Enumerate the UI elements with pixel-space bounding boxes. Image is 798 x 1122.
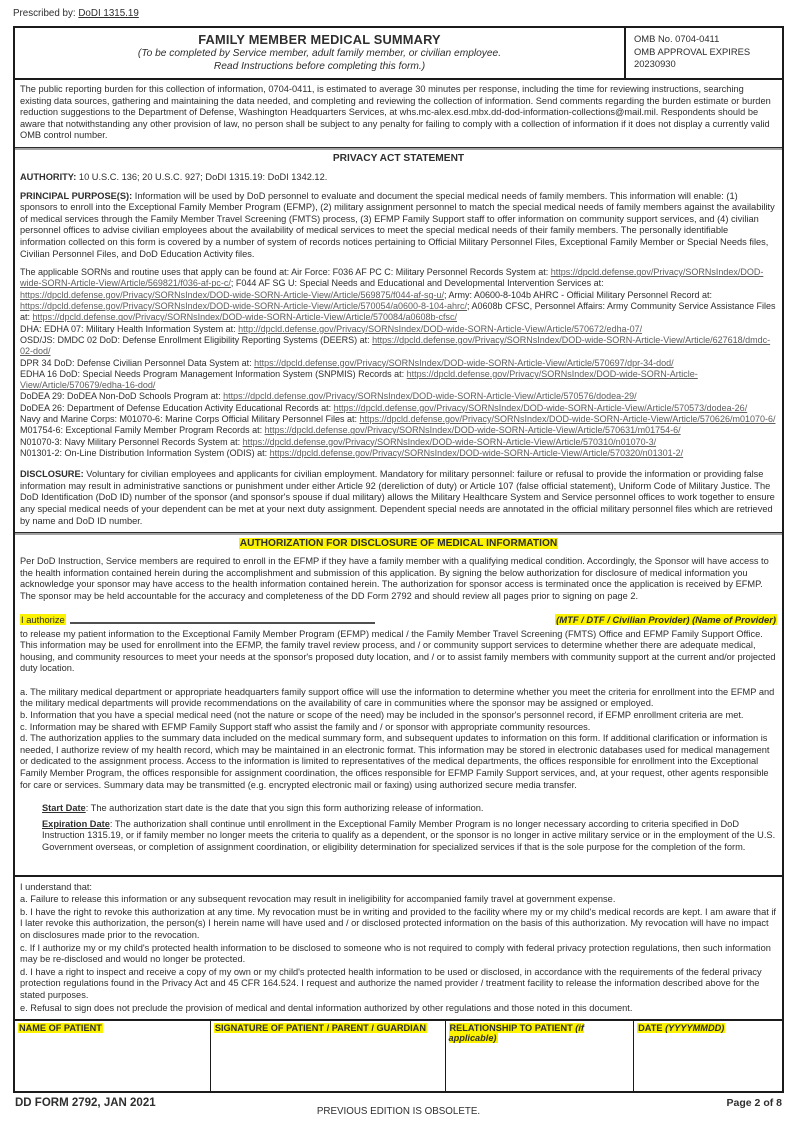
date-label (637, 1023, 725, 1033)
name-of-patient-label: NAME OF PATIENT (19, 1023, 102, 1034)
authorize-row (15, 606, 782, 627)
release-paragraph: to release my patient information to the Exceptional Family Member Program (EFMP) medical / the Family Member Travel Screening (FMTS) Office and EFMP Family Support Office. This information may be used for enrollment into the EFMP, the family travel review process, and / or community support services to determine whether there are adequate medical, housing, and community resources to meet your needs at the sponsor's proposed duty location, and / or to assist family members with community support at the current and/or projected duty location. (20, 628, 776, 674)
name-of-patient-field[interactable] (15, 1021, 210, 1091)
authorization-item-a: a. The military medical department or appropriate headquarters family support office will use the information to determine whether you meet the criteria for enrollment into the EFMP and the military medical departments will provide recommendations on the availability of care in communities where the sponsor may be assigned or employed. (20, 686, 775, 709)
prescribed-by-label: Prescribed by: (13, 8, 79, 19)
omb-box (624, 28, 782, 78)
authorization-item-b: b. Information that you have a special medical need (not the nature or scope of the need) may be included in the sponsor's personnel record, if EFMP enrollment criteria are met. (20, 710, 744, 721)
form-box (13, 26, 784, 1093)
sorn-list: The applicable SORNs and routine uses that apply can be found at: Air Force: F036 AF PC C: Military Personnel Records System at: https://dpcld.defense.gov/Privacy/SORNsIndex/DOD-wide-SORN-Article-View/Article/569821/f036-af-pc-c/; F044 AF SG U: Special Needs and Educational and Developmental Intervention Services at: https://dpcld.defense.gov/Privacy/SORNsIndex/DOD-wide-SORN-Article-View/Article/569875/f044-af-sg-u/; Army: A0600-8-104b AHRC - Official Military Personnel Record at: https://dpcld.defense.gov/Privacy/SORNsIndex/DOD-wide-SORN-Article-View/Article/570054/a0600-8-104-ahrc/; A0608b CFSC, Personnel Affairs: Army Community Service Assistance Files at: https://dpcld.defense.gov/Privacy/SORNsIndex/DOD-wide-SORN-Article-View/Article/570084/a0608b-cfsc/ DHA: EDHA 07: Military Health Information System at: http://dpcld.defense.gov/Privacy/SORNsIndex/DOD-wide-SORN-Article-View/Article/570672/edha-07/ OSD/JS: DMDC 02 DoD: Defense Enrollment Eligibility Reporting Systems (DEERS) at: https://dpcld.defense.gov/Privacy/SORNsIndex/DOD-wide-SORN-Article-View/Article/627618/dmdc-02-dod/ DPR 34 DoD: Defense Civilian Personnel Data System at: https://dpcld.defense.gov/Privacy/SORNsIndex/DOD-wide-SORN-Article-View/Article/570697/dpr-34-dod/ EDHA 16 DoD: Special Needs Program Management Information System (SNPMIS) Records at: https://dpcld.defense.gov/Privacy/SORNsIndex/DOD-wide-SORN-Article-View/Article/570679/edha-16-dod/ DoDEA 29: DoDEA Non-DoD Schools Program at: https://dpcld.defense.gov/Privacy/SORNsIndex/DOD-wide-SORN-Article-View/Article/570576/dodea-29/ DoDEA 26: Department of Defense Education Activity Educational Records at: https://dpcld.defense.gov/Privacy/SORNsIndex/DOD-wide-SORN-Article-View/Article/570573/dodea-26/ Navy and Marine Corps: M01070-6: Marine Corps Official Military Personnel Files at: https://dpcld.defense.gov/Privacy/SORNsIndex/DOD-wide-SORN-Article-View/Article/570626/m01070-6/ M01754-6: Exceptional Family Member Program Records at: https://dpcld.defense.gov/Privacy/SORNsIndex/DOD-wide-SORN-Article-View/Article/570631/m01754-6/ N01070-3: Navy Military Personnel Records System at: https://dpcld.defense.gov/Privacy/SORNsIndex/DOD-wide-SORN-Article-View/Article/570310/n01070-3/ N01301-2: On-Line Distribution Information System (ODIS) at: https://dpcld.defense.gov/Privacy/SORNsIndex/DOD-wide-SORN-Article-View/Article/570320/n01301-2/ (20, 267, 776, 458)
understand-item-d: d. I have a right to inspect and receive a copy of my own or my child's protected health information to be used or disclosed, in accordance with the requirements of the federal privacy protection regulations found in the Privacy Act and 45 CFR 164.524. I request and authorize the named provider / treatment facility to release the information described above for the stated purposes. (20, 966, 762, 1000)
form-number: DD FORM 2792, JAN 2021 (15, 1097, 156, 1110)
sorn-link[interactable]: http://dpcld.defense.gov/Privacy/SORNsIndex/DOD-wide-SORN-Article-View/Article/570672/edha-07/ (238, 323, 643, 334)
relationship-to-patient-field[interactable] (445, 1021, 634, 1091)
disclosure-text: Voluntary for civilian employees and applicants for civilian employment. Mandatory for military personnel: failure or refusal to provide the information or providing false information may result in administrative sanctions or punishment under either Article 92 (dereliction of duty) or Article 107 (false official statement), Uniform Code of Military Justice. The DoD Identification (DoD ID) number of the sponsor (and sponsor's spouse if dual military) allows the Military Healthcare System and Service personnel offices to work together to ensure any special medical needs of your dependent can be met at your next duty assignment. Dependent special needs are annotated in the official military personnel files which are retrieved by name and DoD ID number. (20, 469, 775, 526)
authorization-heading-text: AUTHORIZATION FOR DISCLOSURE OF MEDICAL INFORMATION (239, 538, 558, 550)
understand-item-b: b. I have the right to revoke this authorization at any time. My revocation must be in writing and provided to the facility where my or my child's medical records are kept. I am aware that if I later revoke this authorization, the person(s) I herein name will have used and / or disclosed protected information on the basis of this authorization. My revocation will have no impact on disclosures made prior to the revocation. (20, 906, 776, 940)
expiration-date-paragraph (42, 819, 776, 854)
form-subtitle-2: Read Instructions before completing this form.) (213, 61, 426, 72)
date-field[interactable] (633, 1021, 782, 1091)
authority-label: AUTHORITY: (20, 171, 77, 182)
previous-edition-note: PREVIOUS EDITION IS OBSOLETE. (316, 1106, 481, 1118)
expiration-date-text: : The authorization shall continue until enrollment in the Exceptional Family Member Program is no longer necessary according to criteria specified in DoD Instruction 1315.19, or if family member no longer meets the criteria to qualify as a dependent, or the sponsor is no longer in active military service or in the employment of the U.S. Government overseas, or completion of assignment coordination, or eligibility determination for specialized services if that is the sole purpose for the completion of the form. (42, 818, 776, 853)
understand-item-a: a. Failure to release this information or any subsequent revocation may result in ineligibility for accompanied family travel at government expense. (20, 894, 616, 905)
sorn-link[interactable]: https://dpcld.defense.gov/Privacy/SORNsIndex/DOD-wide-SORN-Article-View/Article/570573/dodea-26/ (333, 402, 748, 413)
provider-name-field[interactable] (70, 611, 375, 624)
signature-table (15, 1019, 782, 1091)
form-header (15, 28, 782, 80)
form-title: FAMILY MEMBER MEDICAL SUMMARY (198, 32, 441, 47)
sorn-link[interactable]: https://dpcld.defense.gov/Privacy/SORNsIndex/DOD-wide-SORN-Article-View/Article/570697/dpr-34-dod/ (254, 357, 674, 368)
sorn-link[interactable]: https://dpcld.defense.gov/Privacy/SORNsIndex/DOD-wide-SORN-Article-View/Article/570679/edha-16-dod/ (20, 368, 698, 391)
authorization-item-d: d. The authorization applies to the summary data included on the medical summary form, and subsequent updates to information on this form. If additional clarification or information is needed, I authorize review of my health record, which may be maintained in an electronic format. This information may be stored in electronic databases used for medical management or dedicated to the assignment process. Access to the information is limited to representatives of the medical departments, the offices responsible for enrollment into the Exceptional Family Member Program, the offices responsible for assignment coordination, the offices responsible for EFMP Family Support services, and, at your request, other agents responsible for care or services. Summary data may be transmitted (e.g. encrypted electronic mail or faxing) using authorized secure media transfer. (20, 733, 770, 790)
sorn-link[interactable]: https://dpcld.defense.gov/Privacy/SORNsIndex/DOD-wide-SORN-Article-View/Article/569875/f044-af-sg-u/ (20, 289, 445, 300)
authority-text: 10 U.S.C. 136; 20 U.S.C. 927; DoDI 1315.19: DoDI 1342.12. (76, 171, 328, 182)
start-date-paragraph (42, 803, 776, 815)
omb-number: OMB No. 0704-0411 (634, 33, 720, 44)
sorn-link[interactable]: https://dpcld.defense.gov/Privacy/SORNsIndex/DOD-wide-SORN-Article-View/Article/570626/m01070-6/ (359, 413, 776, 424)
sorn-link[interactable]: https://dpcld.defense.gov/Privacy/SORNsIndex/DOD-wide-SORN-Article-View/Article/570084/a0608b-cfsc/ (32, 312, 458, 323)
i-authorize-label: I authorize (21, 613, 65, 625)
omb-approval-label: OMB APPROVAL EXPIRES (634, 45, 751, 57)
understand-section (15, 875, 782, 1020)
sorn-link[interactable]: https://dpcld.defense.gov/Privacy/SORNsIndex/DOD-wide-SORN-Article-View/Article/627618/dmdc-02-dod/ (20, 334, 771, 357)
start-date-text: : The authorization start date is the date that you sign this form authorizing release of information. (85, 803, 484, 814)
omb-expiry-date: 20230930 (634, 58, 676, 69)
authorization-item-c: c. Information may be shared with EFMP Family Support staff who assist the family and / or sponsor with appropriate community resources. (20, 721, 591, 732)
prescribed-by (13, 8, 784, 19)
patient-signature-label: SIGNATURE OF PATIENT / PARENT / GUARDIAN (214, 1023, 426, 1034)
principal-purpose-label: PRINCIPAL PURPOSE(S): (20, 190, 133, 201)
understand-item-e: e. Refusal to sign does not preclude the provision of medical and dental information authorized by other regulations and those noted in this document. (20, 1002, 633, 1013)
date-label-text: DATE (638, 1023, 666, 1034)
sorn-link[interactable]: https://dpcld.defense.gov/Privacy/SORNsIndex/DOD-wide-SORN-Article-View/Article/570310/n01070-3/ (242, 436, 657, 447)
start-date-label: Start Date (42, 803, 86, 814)
sorn-link[interactable]: https://dpcld.defense.gov/Privacy/SORNsIndex/DOD-wide-SORN-Article-View/Article/570631/m01754-6/ (264, 425, 681, 436)
disclosure-paragraph (20, 469, 776, 527)
relationship-label-text: RELATIONSHIP TO PATIENT (449, 1023, 576, 1034)
form-title-block (15, 28, 624, 78)
expiration-date-label: Expiration Date (42, 818, 110, 829)
burden-statement: The public reporting burden for this collection of information, 0704-0411, is estimated to average 30 minutes per response, including the time for reviewing instructions, searching existing data sources, gathering and maintaining the data needed, and completing and reviewing the collection of information. Send comments regarding the burden estimate or burden reduction suggestions to the Department of Defense, Washington Headquarters Services, at whs.mc-alex.esd.mbx.dd-dod-information-collections@mail.mil. Respondents should be aware that notwithstanding any other provision of law, no person shall be subject to any penalty for failing to comply with a collection of information if it does not display a currently valid OMB control number. (20, 84, 771, 141)
understand-intro: I understand that: (20, 881, 92, 892)
dodi-1315-link[interactable]: DoDI 1315.19 (78, 8, 139, 19)
understand-item-c: c. If I authorize my or my child's protected health information to be disclosed to someone who is not required to comply with federal privacy protection regulations, then such information may be re-disclosed and would no longer be protected. (20, 942, 771, 965)
authority-paragraph (20, 172, 776, 184)
principal-purpose-text: Information will be used by DoD personnel to evaluate and document the special medical needs of family members. This information will enable: (1) sponsors to enroll into the Exceptional Family Member Program (EFMP), (2) military assignment personnel to match the special medical needs of family members against the availability of medical services through the Family Member Travel Screening (FMTS) process, (3) EFMP Family Support staff to offer information on community support services, and (4) civilian personnel offices to advise civilian employees about the availability of medical services to meet the special medical needs of their family members. The personally identifiable information collected on this form is covered by a number of system of records notices pertaining to Official Military Personnel Files, Exceptional Family Member or Special Needs files, Civilian Personnel Files, and DoD Education Activity files. (20, 190, 775, 259)
page-footer (13, 1096, 784, 1122)
relationship-to-patient-label (449, 1023, 584, 1043)
principal-purpose-paragraph (20, 191, 776, 261)
patient-signature-field[interactable] (210, 1021, 445, 1091)
disclosure-label: DISCLOSURE: (20, 469, 84, 480)
authorization-heading (15, 535, 782, 551)
authorization-intro: Per DoD Instruction, Service members are required to enroll in the EFMP if they have a family member with a qualifying medical condition. Accordingly, the Sponsor will have access to the health information contained herein during the accomplishment and submission of this application. By signing the below authorization for disclosure of medical information you acknowledge your sponsor may have access to the health information contained herein. The authorization for sponsor access is terminated once the application is received by EFMP. The sponsor may be held accountable for the accuracy and completeness of the DD Form 2792 and should review all pages prior to signing on page 2. (20, 556, 769, 601)
sorn-link[interactable]: https://dpcld.defense.gov/Privacy/SORNsIndex/DOD-wide-SORN-Article-View/Article/570320/n01301-2/ (269, 447, 684, 458)
sorn-link[interactable]: https://dpcld.defense.gov/Privacy/SORNsIndex/DOD-wide-SORN-Article-View/Article/570054/a0600-8-104-ahrc/ (20, 301, 468, 312)
provider-hint-label: (MTF / DTF / Civilian Provider) (Name of Provider) (556, 613, 776, 625)
page-number: Page 2 of 8 (726, 1097, 782, 1110)
privacy-act-heading: PRIVACY ACT STATEMENT (332, 152, 465, 164)
sorn-link[interactable]: https://dpcld.defense.gov/Privacy/SORNsIndex/DOD-wide-SORN-Article-View/Article/569821/f036-af-pc-c/ (20, 267, 764, 289)
form-subtitle-1: (To be completed by Service member, adult family member, or civilian employee. (137, 48, 502, 59)
relationship-label-note: (if applicable) (448, 1023, 584, 1044)
date-label-note: (YYYYMMDD) (665, 1023, 725, 1034)
sorn-link[interactable]: https://dpcld.defense.gov/Privacy/SORNsIndex/DOD-wide-SORN-Article-View/Article/570576/dodea-29/ (223, 391, 637, 402)
